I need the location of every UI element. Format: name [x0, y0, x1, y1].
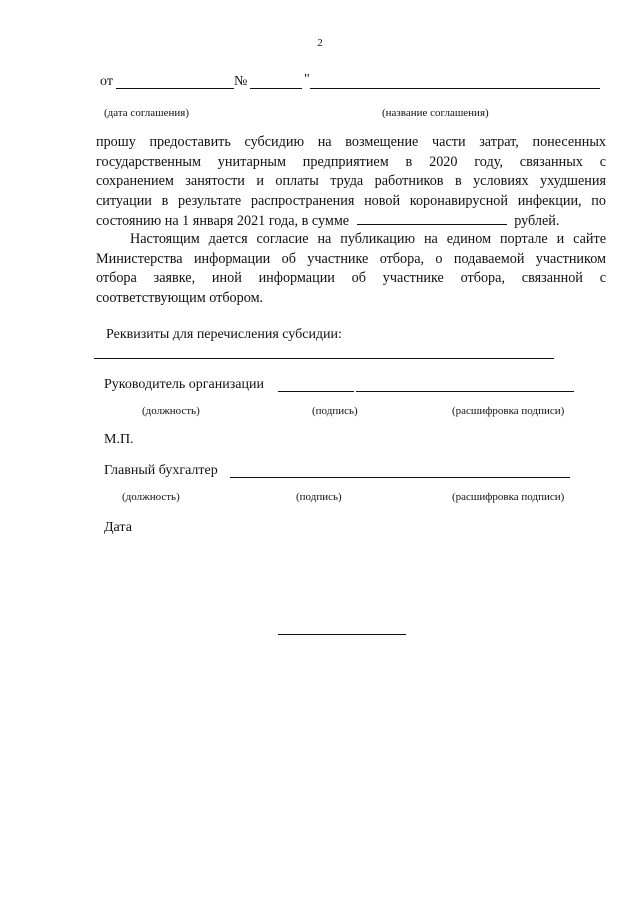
stamp-label: М.П. — [104, 432, 134, 447]
page-number: 2 — [317, 37, 323, 49]
date-label: Дата — [104, 520, 132, 535]
closing-separator — [278, 634, 406, 635]
subsidy-request-paragraph — [96, 133, 606, 231]
amount-prefix: состоянию на 1 января 2021 года, в сумме — [96, 213, 350, 229]
paragraph-line: соответствующим отбором. — [96, 289, 264, 306]
agreement-date-caption: (дата соглашения) — [104, 107, 189, 119]
head-signature-caption: (подпись) — [312, 405, 358, 417]
paragraph-line: государственным унитарным предприятием в 2020 году, связанных с — [96, 153, 606, 170]
subsidy-amount-field[interactable] — [357, 211, 507, 225]
head-decryption-caption: (расшифровка подписи) — [452, 405, 565, 417]
agreement-number-field[interactable] — [250, 88, 302, 89]
head-position-field[interactable] — [278, 391, 354, 392]
paragraph-line: Настоящим дается согласие на публикацию на едином портале и сайте — [130, 231, 606, 247]
agreement-name-caption: (название соглашения) — [382, 107, 489, 119]
ot-label: от — [100, 74, 113, 89]
accountant-signature-caption: (подпись) — [296, 491, 342, 503]
agreement-date-field[interactable] — [116, 88, 234, 89]
paragraph-line-amount — [96, 211, 606, 231]
paragraph-line: Министерства информации об участнике отбора, о подаваемой участником — [96, 250, 606, 267]
accountant-position-caption: (должность) — [122, 491, 180, 503]
requisites-field[interactable] — [94, 358, 554, 359]
paragraph-line: прошу предоставить субсидию на возмещение части затрат, понесенных — [96, 134, 606, 150]
publication-consent-paragraph — [96, 230, 606, 308]
paragraph-line: сохранением занятости и оплаты труда работников в условиях ухудшения — [96, 173, 606, 189]
paragraph-line: отбора заявке, иной информации об участнике отбора, связанной с — [96, 270, 606, 286]
agreement-name-field[interactable] — [310, 88, 600, 89]
paragraph-line: ситуации в результате распространения новой коронавирусной инфекции, по — [96, 192, 606, 209]
accountant-signature-field[interactable] — [230, 477, 570, 478]
number-sign: № — [234, 74, 248, 89]
accountant-label: Главный бухгалтер — [104, 463, 218, 478]
head-label: Руководитель организации — [104, 377, 264, 392]
head-signature-field[interactable] — [356, 391, 574, 392]
amount-suffix: рублей. — [514, 213, 560, 229]
requisites-label: Реквизиты для перечисления субсидии: — [106, 327, 342, 342]
accountant-decryption-caption: (расшифровка подписи) — [452, 491, 565, 503]
quote-mark: " — [304, 72, 310, 87]
head-position-caption: (должность) — [142, 405, 200, 417]
